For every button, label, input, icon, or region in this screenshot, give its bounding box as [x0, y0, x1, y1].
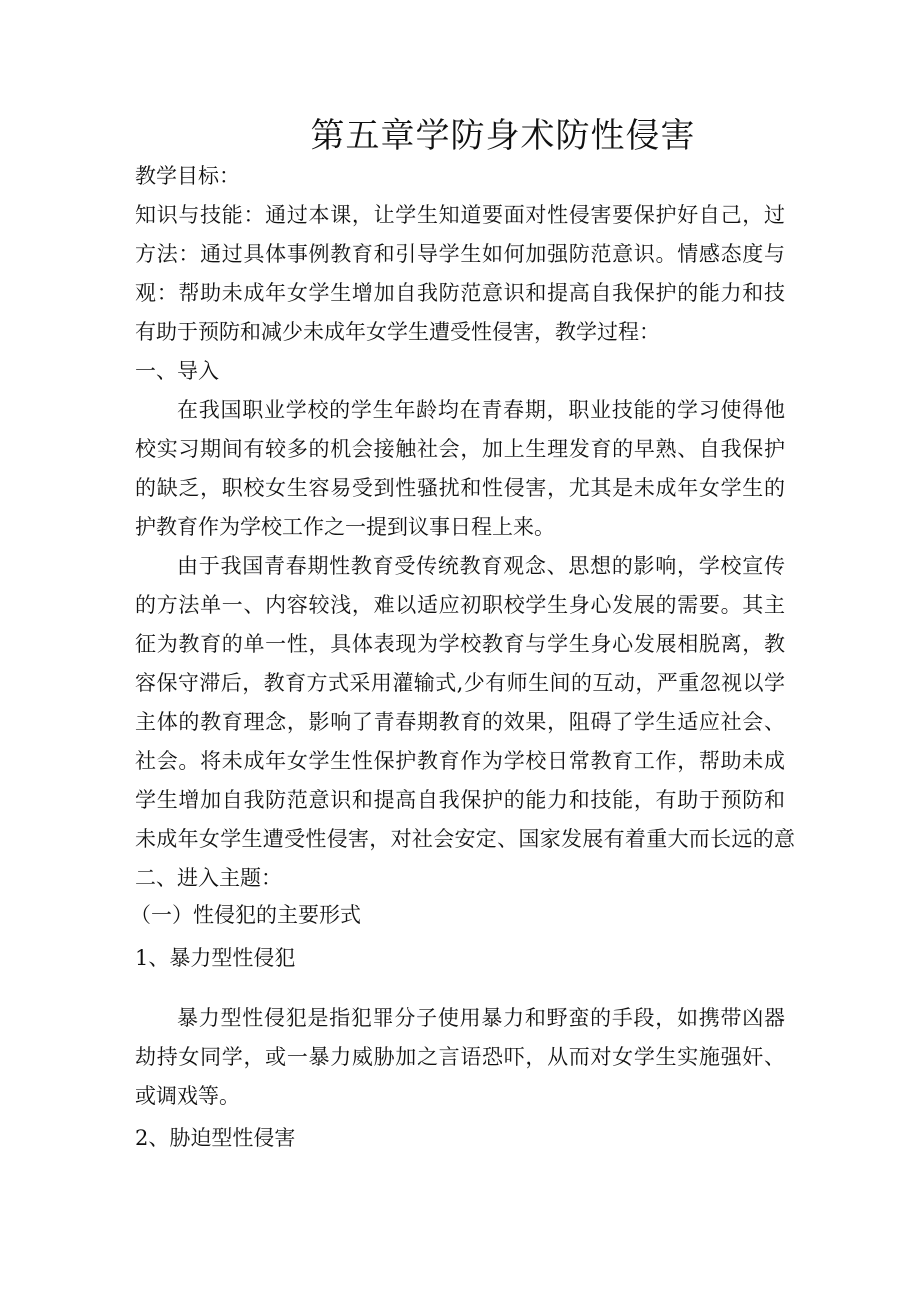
item-heading-coercive: 2、胁迫型性侵害 [135, 1126, 296, 1150]
paragraph-line: 在我国职业学校的学生年龄均在青春期，职业技能的学习使得他 [177, 398, 785, 422]
paragraph-line: 由于我国青春期性教育受传统教育观念、思想的影响，学校宣传 [177, 554, 785, 578]
page-title: 第五章学防身术防性侵害 [310, 116, 696, 156]
paragraph-line: 暴力型性侵犯是指犯罪分子使用暴力和野蛮的手段，如携带凶器 [177, 1006, 785, 1030]
paragraph-line: 容保守滞后，教育方式采用灌输式,少有师生间的互动，严重忽视以学 [135, 671, 785, 695]
paragraph-line: 观：帮助未成年女学生增加自我防范意识和提高自我保护的能力和技 [135, 281, 785, 305]
paragraph-line: 的方法单一、内容较浅，难以适应初职校学生身心发展的需要。其主 [135, 593, 785, 617]
paragraph-line: 或调戏等。 [135, 1084, 240, 1108]
paragraph-line: 校实习期间有较多的机会接触社会，加上生理发育的早熟、自我保护 [135, 437, 785, 461]
section-label-objectives: 教学目标： [135, 164, 240, 188]
paragraph-line: 劫持女同学，或一暴力威胁加之言语恐吓，从而对女学生实施强奸、 [135, 1045, 785, 1069]
paragraph-line: 未成年女学生遭受性侵害，对社会安定、国家发展有着重大而长远的意 [135, 827, 795, 851]
paragraph-line: 主体的教育理念，影响了青春期教育的效果，阻碍了学生适应社会、 [135, 710, 785, 734]
section-heading-main: 二、进入主题： [135, 866, 282, 890]
item-heading-violent: 1、暴力型性侵犯 [135, 946, 296, 970]
paragraph-line: 征为教育的单一性，具体表现为学校教育与学生身心发展相脱离，教 [135, 632, 785, 656]
paragraph-line: 的缺乏，职校女生容易受到性骚扰和性侵害，尤其是未成年女学生的 [135, 476, 785, 500]
paragraph-line: 社会。将未成年女学生性保护教育作为学校日常教育工作，帮助未成 [135, 749, 785, 773]
paragraph-line: 方法：通过具体事例教育和引导学生如何加强防范意识。情感态度与 [135, 242, 785, 266]
paragraph-line: 有助于预防和减少未成年女学生遭受性侵害，教学过程： [135, 320, 660, 344]
paragraph-line: 护教育作为学校工作之一提到议事日程上来。 [135, 515, 555, 539]
section-heading-intro: 一、导入 [135, 359, 219, 383]
paragraph-line: 学生增加自我防范意识和提高自我保护的能力和技能，有助于预防和 [135, 788, 785, 812]
paragraph-line: 知识与技能：通过本课，让学生知道要面对性侵害要保护好自己，过 [135, 203, 785, 227]
subheading-forms: （一）性侵犯的主要形式 [130, 903, 361, 927]
